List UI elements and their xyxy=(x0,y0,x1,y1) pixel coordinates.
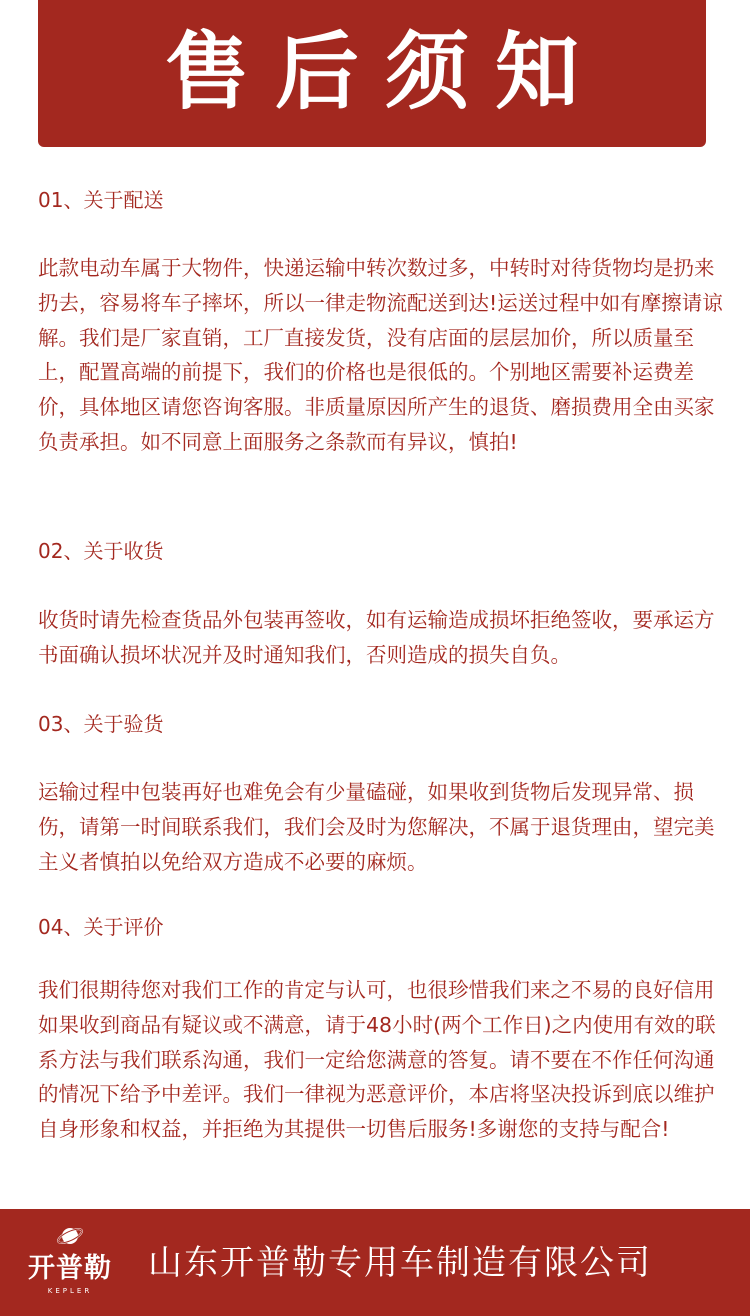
page-title: 售后须知 xyxy=(164,22,605,121)
company-name: 山东开普勒专用车制造有限公司 xyxy=(148,1243,652,1283)
company-logo xyxy=(14,1223,126,1303)
section-heading-delivery: 01、关于配送 xyxy=(38,188,164,212)
footer-bar xyxy=(0,1209,750,1316)
section-heading-receiving: 02、关于收货 xyxy=(38,539,164,563)
section-body-review: 我们很期待您对我们工作的肯定与认可，也很珍惜我们来之不易的良好信用如果收到商品有疑议或不满意，请于48小时(两个工作日)之内使用有效的联系方法与我们联系沟通，我们一定给您满意的答复。请不要在不作任何沟通的情况下给予中差评。我们一律视为恶意评价，本店将坚决投诉到底以维护自身形象和权益，并拒绝为其提供一切售后服务!多谢您的支持与配合! xyxy=(38,978,716,1142)
header-banner xyxy=(38,0,706,147)
planet-ring-icon xyxy=(56,1223,84,1249)
section-heading-review: 04、关于评价 xyxy=(38,915,164,939)
section-heading-inspection: 03、关于验货 xyxy=(38,712,164,736)
section-body-delivery: 此款电动车属于大物件，快递运输中转次数过多，中转时对待货物均是扔来扔去，容易将车子摔坏，所以一律走物流配送到达!运送过程中如有摩擦请谅解。我们是厂家直销，工厂直接发货，没有店面的层层加价，所以质量至上，配置高端的前提下，我们的价格也是很低的。个别地区需要补运费差价，具体地区请您咨询客服。非质量原因所产生的退货、磨损费用全由买家负责承担。如不同意上面服务之条款而有异议，慎拍! xyxy=(38,256,723,454)
logo-wordmark: 开普勒 xyxy=(28,1253,112,1284)
section-body-receiving: 收货时请先检查货品外包装再签收，如有运输造成损坏拒绝签收，要承运方书面确认损坏状况并及时通知我们，否则造成的损失自负。 xyxy=(38,608,715,667)
logo-subtext: KEPLER xyxy=(47,1287,93,1295)
section-body-inspection: 运输过程中包装再好也难免会有少量磕碰，如果收到货物后发现异常、损伤，请第一时间联系我们，我们会及时为您解决，不属于退货理由，望完美主义者慎拍以免给双方造成不必要的麻烦。 xyxy=(38,780,715,874)
